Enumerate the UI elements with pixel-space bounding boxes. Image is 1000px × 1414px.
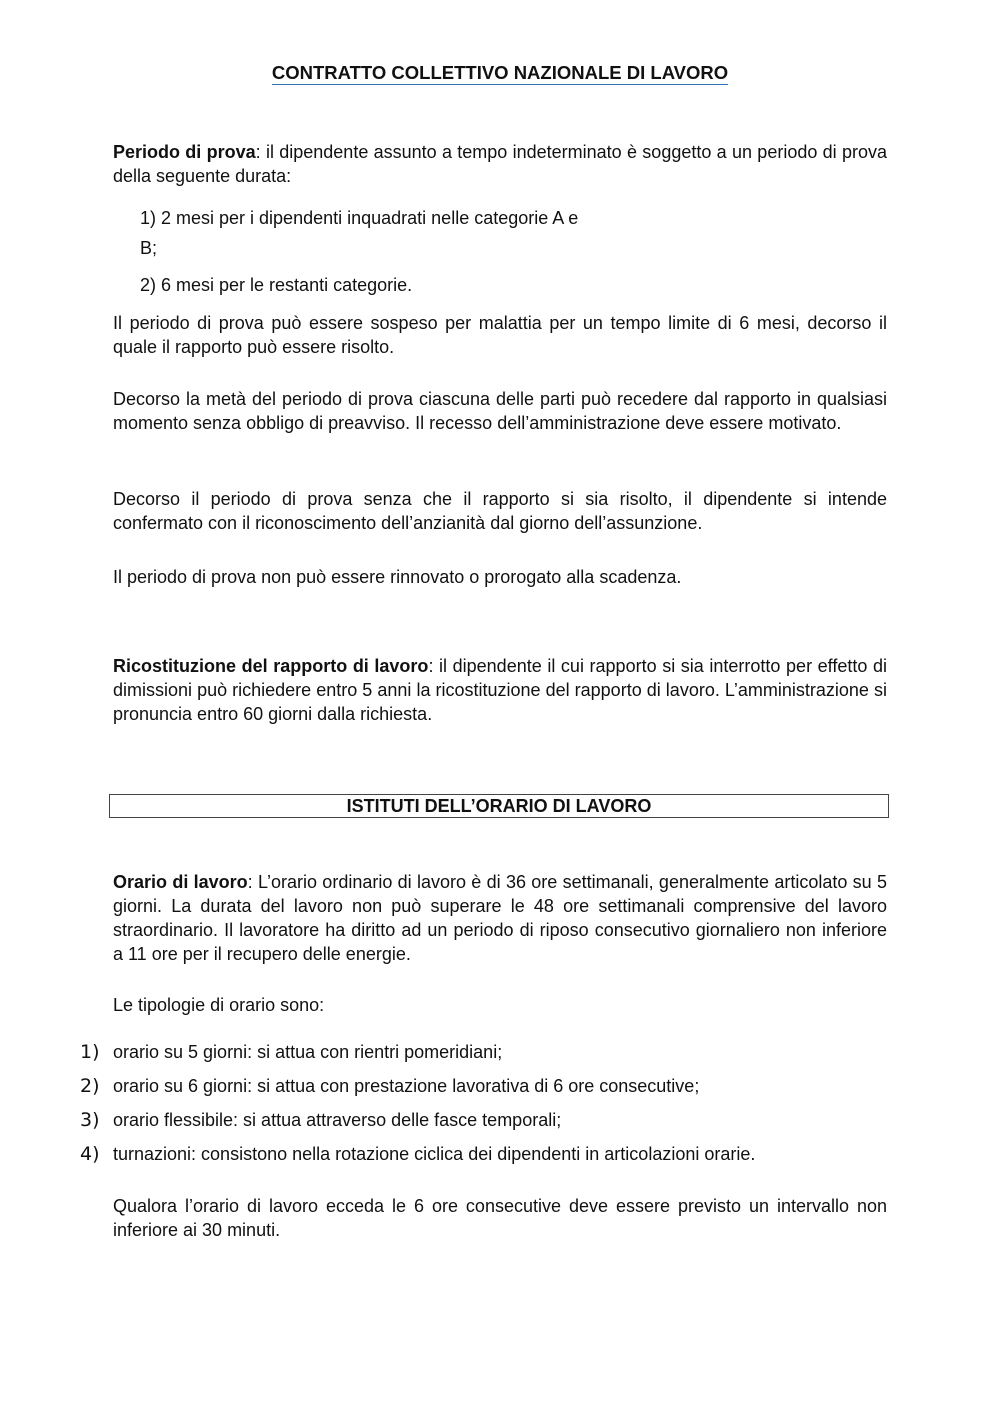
- page-title: [0, 62, 1000, 84]
- ricostituzione-text: : il dipendente il cui rapporto si sia interrotto per effetto di dimissioni può richiedere entro 5 anni la ricostituzione del rapporto di lavoro. L’amministrazione si pronuncia entro 60 giorni dalla richiesta.: [113, 656, 887, 724]
- prova-paragraph-rinnovo: Il periodo di prova non può essere rinnovato o prorogato alla scadenza.: [113, 567, 682, 587]
- orario-closing-paragraph: Qualora l’orario di lavoro ecceda le 6 ore consecutive deve essere previsto un intervallo non inferiore ai 30 minuti.: [113, 1196, 887, 1240]
- orario-heading: Orario di lavoro: [113, 872, 248, 892]
- periodo-prova-paragraph: [113, 140, 887, 188]
- prova-paragraph-conferma: Decorso il periodo di prova senza che il rapporto si sia risolto, il dipendente si intende confermato con il riconoscimento dell’anzianità dal giorno dell’assunzione.: [113, 489, 887, 533]
- ricostituzione-paragraph: [113, 654, 887, 726]
- list-item-text: orario flessibile: si attua attraverso delle fasce temporali;: [113, 1110, 562, 1130]
- list-item-number: 4): [80, 1143, 100, 1165]
- list-item-number: 1): [80, 1041, 100, 1063]
- periodo-prova-heading: Periodo di prova: [113, 142, 256, 162]
- orario-text: : L’orario ordinario di lavoro è di 36 ore settimanali, generalmente articolato su 5 giorni. La durata del lavoro non può superare le 48 ore settimanali comprensive del lavoro straordinario. Il lavoratore ha diritto ad un periodo di riposo consecutivo giornaliero non inferiore a 11 ore per il recupero delle energie.: [113, 872, 887, 964]
- orario-paragraph: [113, 870, 887, 966]
- prova-paragraph-sospensione: Il periodo di prova può essere sospeso per malattia per un tempo limite di 6 mesi, decorso il quale il rapporto può essere risolto.: [113, 313, 887, 357]
- orario-intro: Le tipologie di orario sono:: [113, 995, 325, 1015]
- list-item-number: 2): [80, 1075, 100, 1097]
- list-item-text: turnazioni: consistono nella rotazione ciclica dei dipendenti in articolazioni orarie.: [113, 1144, 756, 1164]
- list-item-text: orario su 5 giorni: si attua con rientri pomeridiani;: [113, 1042, 503, 1062]
- prova-paragraph-recesso: Decorso la metà del periodo di prova ciascuna delle parti può recedere dal rapporto in qualsiasi momento senza obbligo di preavviso. Il recesso dell’amministrazione deve essere motivato.: [113, 389, 887, 433]
- prova-item-1-line-1: 1) 2 mesi per i dipendenti inquadrati nelle categorie A e: [140, 208, 579, 228]
- periodo-prova-text: : il dipendente assunto a tempo indeterminato è soggetto a un periodo di prova della seguente durata:: [113, 142, 887, 186]
- section-heading-box: ISTITUTI DELL’ORARIO DI LAVORO: [109, 794, 889, 818]
- prova-item-2: 2) 6 mesi per le restanti categorie.: [140, 275, 413, 295]
- list-item: [80, 1040, 900, 1064]
- list-item-text: orario su 6 giorni: si attua con prestazione lavorativa di 6 ore consecutive;: [113, 1076, 700, 1096]
- list-item-number: 3): [80, 1109, 100, 1131]
- page-title-text: CONTRATTO COLLETTIVO NAZIONALE DI LAVORO: [271, 62, 729, 83]
- list-item: [80, 1074, 900, 1098]
- prova-item-1-line-2: B;: [140, 238, 158, 258]
- list-item: [80, 1108, 900, 1132]
- ricostituzione-heading: Ricostituzione del rapporto di lavoro: [113, 656, 429, 676]
- list-item: [80, 1142, 900, 1166]
